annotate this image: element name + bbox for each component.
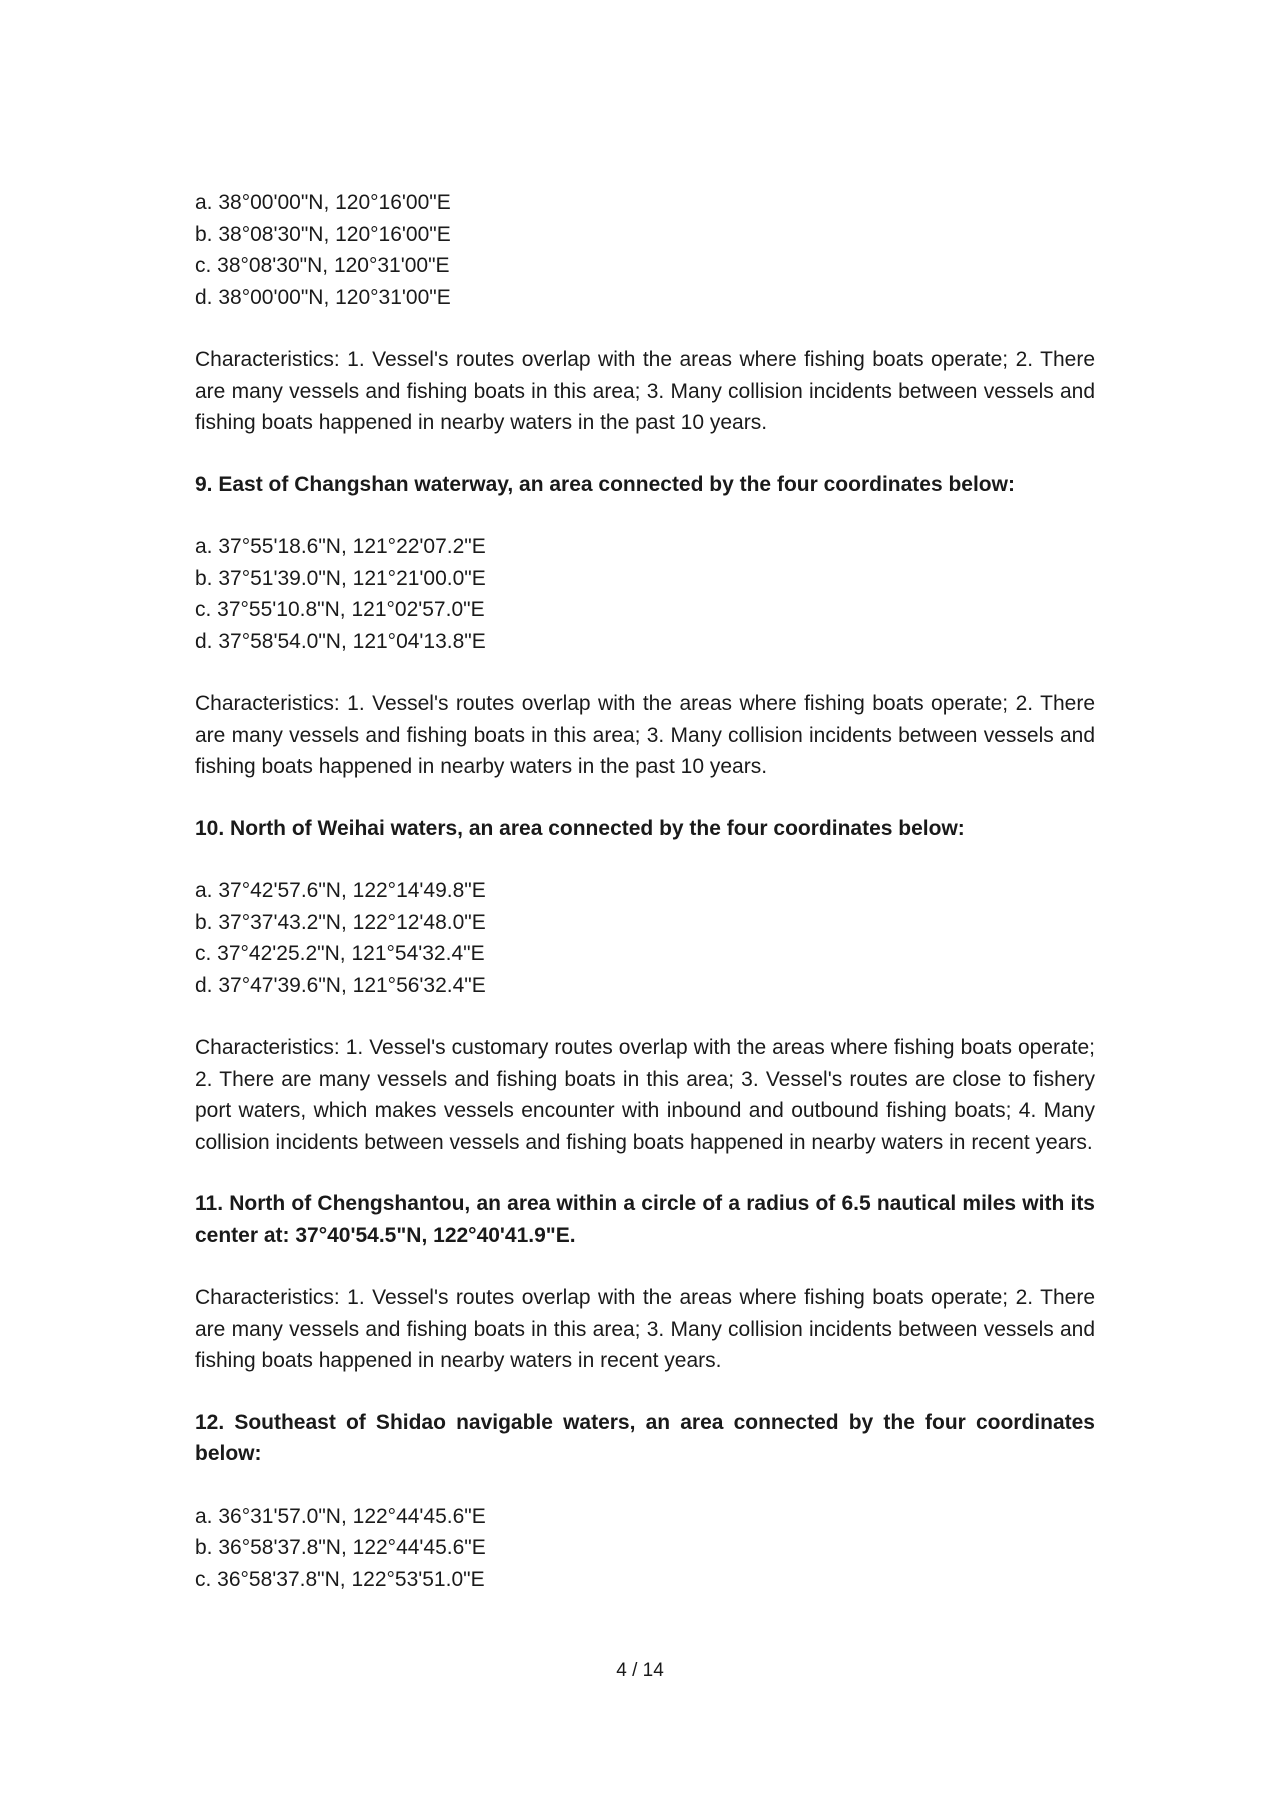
coordinate-item: d. 38°00'00"N, 120°31'00"E [195, 285, 451, 309]
characteristics-paragraph: Characteristics: 1. Vessel's routes overlap with the areas where fishing boats operate; 2. There are many vessels and fishing boats in this area; 3. Many collision incidents between vessels and fishing boats happened in nearby waters in the past 10 years. [195, 348, 1095, 434]
characteristics-paragraph: Characteristics: 1. Vessel's routes overlap with the areas where fishing boats operate; 2. There are many vessels and fishing boats in this area; 3. Many collision incidents between vessels and fishing boats happened in nearby waters in the past 10 years. [195, 692, 1095, 778]
coordinate-item: b. 36°58'37.8"N, 122°44'45.6"E [195, 1536, 486, 1559]
coordinate-item: a. 37°42'57.6"N, 122°14'49.8"E [195, 879, 486, 902]
coordinate-item: d. 37°58'54.0"N, 121°04'13.8"E [195, 629, 486, 653]
page-number: 4 / 14 [616, 1660, 664, 1681]
page-content [195, 187, 1095, 1595]
coordinate-item: b. 38°08'30"N, 120°16'00"E [195, 222, 451, 246]
coordinate-list-section8 [195, 187, 1095, 313]
coordinate-item: c. 37°55'10.8"N, 121°02'57.0"E [195, 598, 485, 621]
section-heading-11: 11. North of Chengshantou, an area within a circle of a radius of 6.5 nautical miles with its center at: 37°40'54.5"N, 122°40'41.9"E. [195, 1192, 1095, 1247]
coordinate-item: b. 37°37'43.2"N, 122°12'48.0"E [195, 910, 486, 934]
characteristics-paragraph: Characteristics: 1. Vessel's customary routes overlap with the areas where fishing boats operate; 2. There are many vessels and fishing boats in this area; 3. Vessel's routes are close to fishery port waters, which makes vessels encounter with inbound and outbound fishing boats; 4. Many collision incidents between vessels and fishing boats happened in nearby waters in recent years. [195, 1036, 1095, 1154]
coordinate-list-section9 [195, 531, 1095, 657]
section-heading-10: 10. North of Weihai waters, an area connected by the four coordinates below: [195, 816, 965, 840]
coordinate-item: b. 37°51'39.0"N, 121°21'00.0"E [195, 566, 486, 590]
coordinate-item: a. 37°55'18.6"N, 121°22'07.2"E [195, 535, 486, 558]
characteristics-paragraph: Characteristics: 1. Vessel's routes overlap with the areas where fishing boats operate; 2. There are many vessels and fishing boats in this area; 3. Many collision incidents between vessels and fishing boats happened in nearby waters in recent years. [195, 1286, 1095, 1372]
section-heading-9: 9. East of Changshan waterway, an area connected by the four coordinates below: [195, 472, 1015, 496]
coordinate-item: d. 37°47'39.6"N, 121°56'32.4"E [195, 973, 486, 997]
coordinate-item: a. 38°00'00"N, 120°16'00"E [195, 191, 451, 214]
section-heading-12: 12. Southeast of Shidao navigable waters, an area connected by the four coordinates below: [195, 1410, 1095, 1465]
coordinate-item: c. 37°42'25.2"N, 121°54'32.4"E [195, 942, 485, 965]
coordinate-item: c. 36°58'37.8"N, 122°53'51.0"E [195, 1567, 485, 1591]
coordinate-item: a. 36°31'57.0"N, 122°44'45.6"E [195, 1504, 486, 1528]
coordinate-item: c. 38°08'30"N, 120°31'00"E [195, 254, 450, 277]
coordinate-list-section12 [195, 1501, 1095, 1596]
coordinate-list-section10 [195, 875, 1095, 1001]
